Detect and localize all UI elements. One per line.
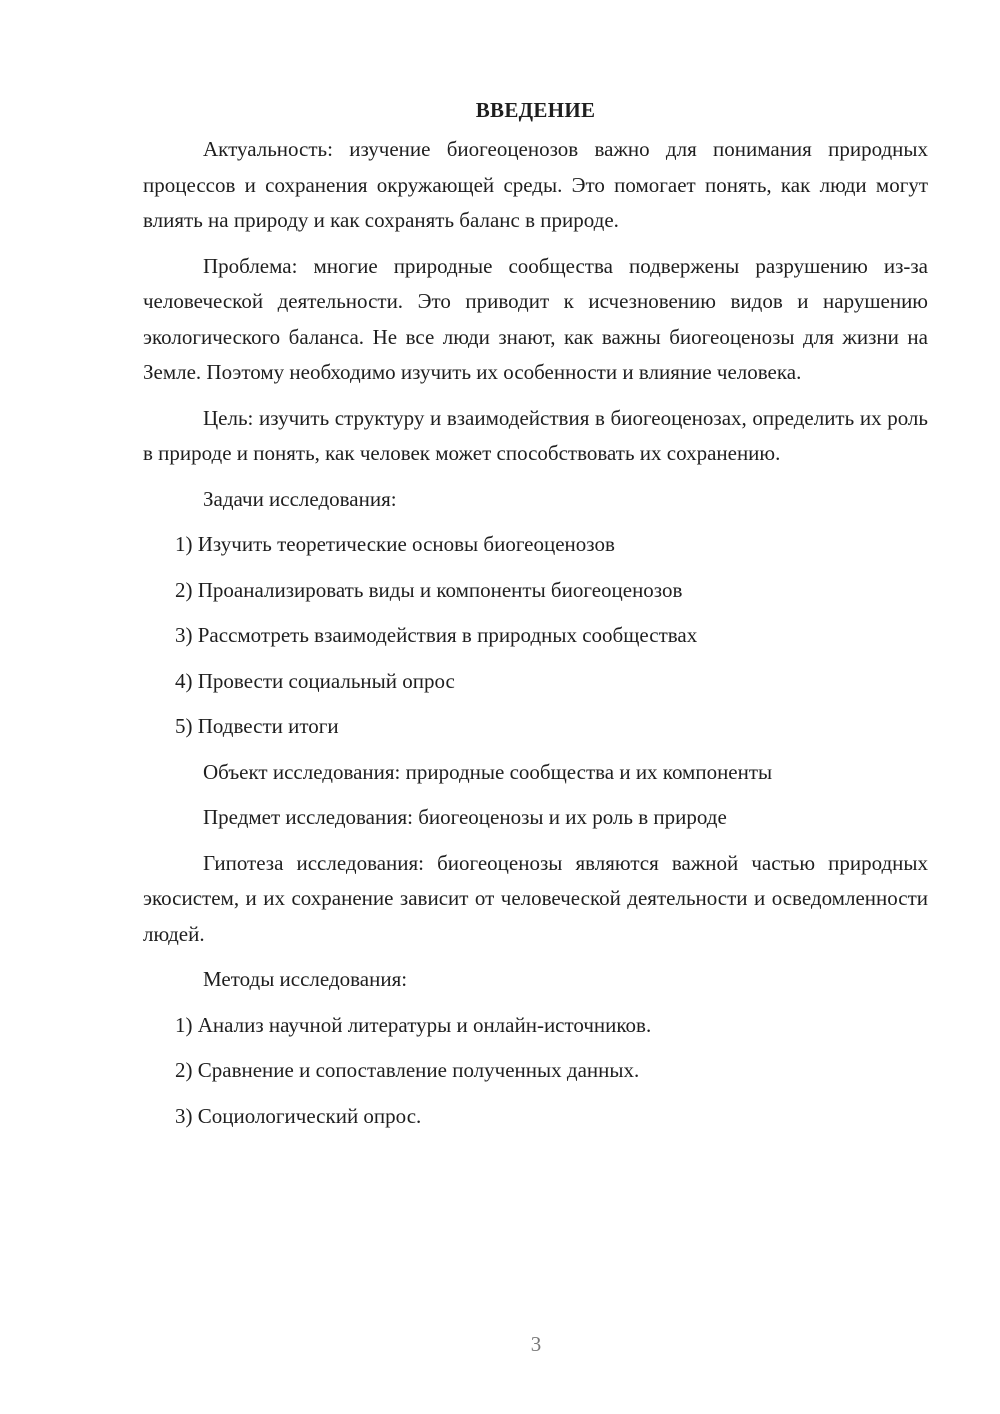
document-title: ВВЕДЕНИЕ: [475, 98, 596, 122]
task-item: 1) Изучить теоретические основы биогеоценозов: [175, 532, 615, 556]
task-item: 4) Провести социальный опрос: [175, 668, 455, 693]
research-subject: Предмет исследования: биогеоценозы и их роль в природе: [203, 805, 727, 829]
page-number: 3: [530, 1332, 542, 1356]
goal-paragraph: Цель: изучить структуру и взаимодействия в биогеоценозах, определить их роль в природе и понять, как человек может способствовать их сохранению.: [143, 405, 928, 465]
tasks-heading: Задачи исследования:: [203, 486, 397, 511]
method-item: 3) Социологический опрос.: [175, 1103, 422, 1128]
method-item: 2) Сравнение и сопоставление полученных данных.: [175, 1058, 640, 1082]
hypothesis-paragraph: Гипотеза исследования: биогеоценозы являются важной частью природных экосистем, и их сохранение зависит от человеческой деятельности и осведомленности людей.: [143, 850, 928, 946]
problem-paragraph: Проблема: многие природные сообщества подвержены разрушению из-за человеческой деятельности. Это приводит к исчезновению видов и нарушению экологического баланса. Не все люди знают, как важны биогеоценозы для жизни на Земле. Поэтому необходимо изучить их особенности и влияние человека.: [143, 253, 928, 384]
document-page: [143, 92, 928, 1144]
research-object: Объект исследования: природные сообщества и их компоненты: [203, 759, 773, 784]
methods-heading: Методы исследования:: [203, 967, 408, 991]
task-item: 2) Проанализировать виды и компоненты биогеоценозов: [175, 577, 683, 602]
task-item: 5) Подвести итоги: [175, 714, 339, 738]
method-item: 1) Анализ научной литературы и онлайн-источников.: [175, 1012, 652, 1037]
relevance-paragraph: Актуальность: изучение биогеоценозов важно для понимания природных процессов и сохранения окружающей среды. Это помогает понять, как люди могут влиять на природу и как сохранять баланс в природе.: [143, 137, 928, 232]
task-item: 3) Рассмотреть взаимодействия в природных сообществах: [175, 623, 698, 647]
